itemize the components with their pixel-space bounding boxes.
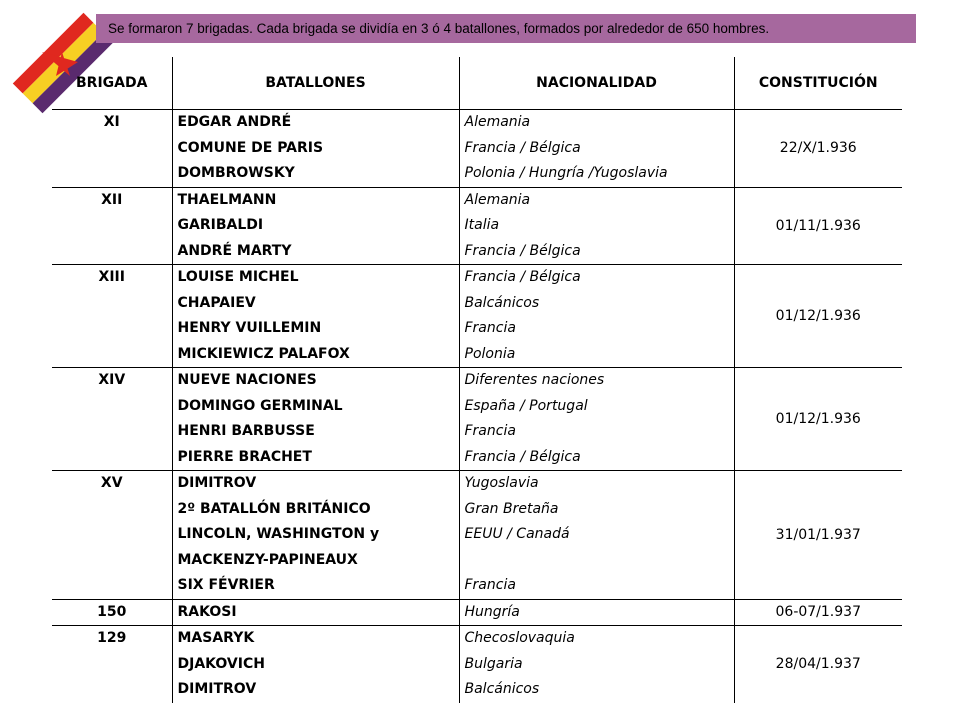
header-brigada: BRIGADA: [52, 57, 172, 110]
constitucion-date: 22/X/1.936: [734, 110, 902, 188]
nacionalidad-cell: [459, 187, 734, 265]
batallones-cell: [172, 599, 459, 626]
nacionalidad-value: Hungría: [464, 603, 520, 620]
batallones-cell: [172, 187, 459, 265]
brigada-number: XIII: [98, 269, 125, 285]
table-row: [52, 471, 902, 600]
nacionalidad-cell: [459, 110, 734, 188]
batallon-name: RAKOSI: [177, 603, 237, 620]
batallon-name: MASARYK: [177, 630, 255, 646]
nacionalidad-value: Balcánicos: [464, 294, 540, 311]
nacionalidad-cell: [459, 265, 734, 368]
batallon-name: HENRY VUILLEMIN: [177, 320, 322, 336]
constitucion-date: 06-07/1.937: [734, 599, 902, 626]
brigada-number: XIV: [98, 372, 126, 388]
nacionalidad-value: Bulgaria: [464, 655, 523, 672]
nacionalidad-value: Balcánicos: [464, 681, 540, 697]
nacionalidad-cell: [459, 471, 734, 600]
brigada-number: 150: [97, 603, 127, 620]
nacionalidad-value: Francia / Bélgica: [464, 448, 581, 465]
nacionalidad-value: Francia: [464, 423, 516, 439]
batallones-cell: [172, 110, 459, 188]
batallon-name: DIMITROV: [177, 475, 257, 491]
batallones-cell: [172, 368, 459, 471]
nacionalidad-value: Francia: [464, 320, 516, 336]
nacionalidad-value: [460, 548, 734, 574]
brigades-table: [52, 57, 902, 703]
nacionalidad-cell: [459, 368, 734, 471]
table-row: [52, 368, 902, 471]
nacionalidad-value: España / Portugal: [464, 397, 588, 414]
batallon-name: SIX FÉVRIER: [177, 577, 275, 593]
brigada-cell: [52, 471, 172, 600]
nacionalidad-value: Polonia: [464, 345, 516, 362]
brigada-cell: [52, 187, 172, 265]
nacionalidad-value: Francia: [464, 577, 516, 593]
batallon-name: PIERRE BRACHET: [177, 448, 312, 465]
constitucion-date: 01/12/1.936: [734, 265, 902, 368]
nacionalidad-value: Alemania: [464, 114, 531, 130]
constitucion-date: 01/12/1.936: [734, 368, 902, 471]
nacionalidad-value: Gran Bretaña: [464, 500, 559, 517]
batallon-name: EDGAR ANDRÉ: [177, 114, 292, 130]
batallones-cell: [172, 265, 459, 368]
header-constitucion: CONSTITUCIÓN: [734, 57, 902, 110]
constitucion-date: 28/04/1.937: [734, 626, 902, 703]
nacionalidad-value: Alemania: [464, 191, 531, 208]
brigada-number: XV: [100, 475, 123, 491]
batallon-name: LOUISE MICHEL: [177, 269, 299, 285]
info-banner: Se formaron 7 brigadas. Cada brigada se dividía en 3 ó 4 batallones, formados por alrededor de 650 hombres.: [96, 14, 916, 43]
brigada-cell: [52, 110, 172, 188]
brigada-cell: [52, 599, 172, 626]
nacionalidad-value: Diferentes naciones: [464, 372, 605, 388]
nacionalidad-cell: [459, 626, 734, 703]
batallones-cell: [172, 626, 459, 703]
brigada-number: 129: [97, 630, 127, 646]
nacionalidad-value: Polonia / Hungría /Yugoslavia: [464, 165, 668, 181]
nacionalidad-value: EEUU / Canadá: [464, 526, 570, 542]
nacionalidad-value: Francia / Bélgica: [464, 242, 581, 259]
batallon-name: ANDRÉ MARTY: [177, 242, 292, 259]
constitucion-date: 31/01/1.937: [734, 471, 902, 600]
nacionalidad-value: Francia / Bélgica: [464, 139, 581, 156]
batallon-name: DOMBROWSKY: [177, 165, 295, 181]
nacionalidad-value: Yugoslavia: [464, 475, 539, 491]
table-row: [52, 599, 902, 626]
header-batallones: BATALLONES: [172, 57, 459, 110]
brigada-cell: [52, 626, 172, 703]
table-header-row: [52, 57, 902, 110]
batallon-name: HENRI BARBUSSE: [177, 423, 315, 439]
brigada-cell: [52, 368, 172, 471]
nacionalidad-value: Checoslovaquia: [464, 630, 575, 646]
batallon-name: DJAKOVICH: [177, 655, 265, 672]
batallon-name: DIMITROV: [177, 681, 257, 697]
batallon-name: MICKIEWICZ PALAFOX: [177, 345, 350, 362]
batallon-name: GARIBALDI: [177, 217, 264, 233]
constitucion-date: 01/11/1.936: [734, 187, 902, 265]
nacionalidad-cell: [459, 599, 734, 626]
batallon-name: NUEVE NACIONES: [177, 372, 317, 388]
batallon-name: DOMINGO GERMINAL: [177, 397, 343, 414]
table-row: [52, 626, 902, 703]
nacionalidad-value: Francia / Bélgica: [464, 269, 581, 285]
batallones-cell: [172, 471, 459, 600]
batallon-name: LINCOLN, WASHINGTON y: [177, 526, 380, 542]
batallon-name: THAELMANN: [177, 191, 277, 208]
batallon-name: 2º BATALLÓN BRITÁNICO: [177, 500, 371, 517]
brigada-number: XI: [103, 114, 120, 130]
table-row: [52, 110, 902, 188]
nacionalidad-value: Italia: [464, 217, 500, 233]
table-row: [52, 265, 902, 368]
batallon-name: MACKENZY-PAPINEAUX: [177, 551, 358, 568]
table-row: [52, 187, 902, 265]
brigada-cell: [52, 265, 172, 368]
brigada-number: XII: [101, 191, 123, 208]
batallon-name: CHAPAIEV: [177, 294, 256, 311]
header-nacionalidad: NACIONALIDAD: [459, 57, 734, 110]
batallon-name: COMUNE DE PARIS: [177, 139, 324, 156]
